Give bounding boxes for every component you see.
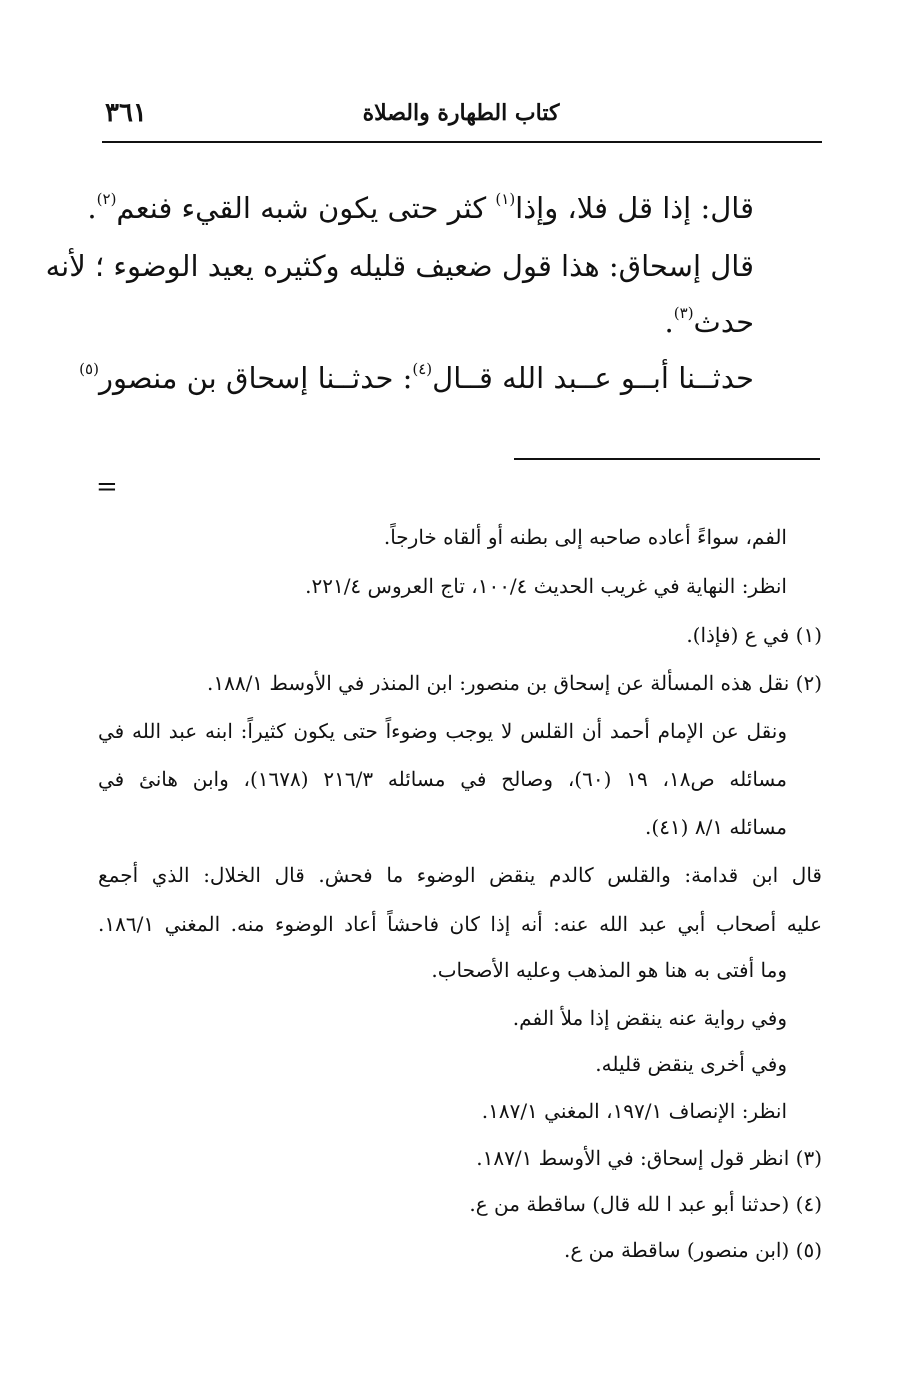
footnote-line: مسائله ٨/١ (٤١). [645, 815, 787, 839]
footnote-ref-2: (٢) [96, 190, 117, 208]
main-text-line-2: قال إسحاق: هذا قول ضعيف قليله وكثيره يعيد الوضوء ؛ لأنه [45, 249, 754, 283]
footnote-line: وفي رواية عنه ينقض إذا ملأ الفم. [512, 1006, 787, 1030]
footnote-ref-5: (٥) [79, 360, 99, 378]
footnote-line: انظر: النهاية في غريب الحديث ١٠٠/٤، تاج العروس ٢٢١/٤. [305, 574, 787, 598]
footnote-ref-4: (٤) [412, 360, 433, 378]
footnote-line: وما أفتى به هنا هو المذهب وعليه الأصحاب. [431, 958, 787, 982]
main-text-line-4: حدثــنا أبــو عــبد الله قــال$^{(٤)}$: حدثــنا إسحاق بن منصور$^{(٥)}$ [79, 360, 754, 395]
footnote-separator [514, 458, 820, 460]
footnote-continuation-mark: = [96, 472, 118, 502]
footnote-3: (٣) انظر قول إسحاق: في الأوسط ١٨٧/١. [476, 1146, 822, 1170]
footnote-line: وفي أخرى ينقض قليله. [595, 1052, 787, 1076]
footnote-line: ونقل عن الإمام أحمد أن القلس لا يوجب وضوءاً حتى يكون كثيراً: ابنه عبد الله في [98, 719, 787, 743]
footnote-5: (٥) (ابن منصور) ساقطة من ع. [564, 1238, 822, 1262]
footnote-line: انظر: الإنصاف ١٩٧/١، المغني ١٨٧/١. [481, 1099, 787, 1123]
footnote-line: قال ابن قدامة: والقلس كالدم ينقض الوضوء ما فحش. قال الخلال: الذي أجمع [98, 863, 822, 887]
header-rule [102, 141, 822, 143]
footnote-line: الفم، سواءً أعاده صاحبه إلى بطنه أو ألقاه خارجاً. [383, 525, 787, 549]
footnote-1: (١) في ع (فإذا). [686, 623, 822, 647]
footnote-ref-3: (٣) [673, 304, 694, 322]
footnote-2: (٢) نقل هذه المسألة عن إسحاق بن منصور: ابن المنذر في الأوسط ١٨٨/١. [206, 671, 822, 695]
running-header-title: كتاب الطهارة والصلاة [362, 100, 560, 126]
footnote-line: عليه أصحاب أبي عبد الله عنه: أنه إذا كان فاحشاً أعاد الوضوء منه. المغني ١٨٦/١. [98, 912, 822, 936]
footnote-ref-1: (١) [495, 190, 516, 208]
footnote-4: (٤) (حدثنا أبو عبد ا لله قال) ساقطة من ع. [469, 1192, 822, 1216]
main-text-line-1: قال: إذا قل فلا، وإذا$^{(١)}$ كثر حتى يكون شبه القيء فنعم$^{(٢)}$. [87, 190, 754, 225]
main-text-line-3: حدث$^{(٣)}$. [664, 304, 754, 339]
page-number: ٣٦١ [105, 98, 147, 128]
footnote-line: مسائله ص١٨، ١٩ (٦٠)، وصالح في مسائله ٢١٦/٣ (١٦٧٨)، وابن هانئ في [98, 767, 787, 791]
